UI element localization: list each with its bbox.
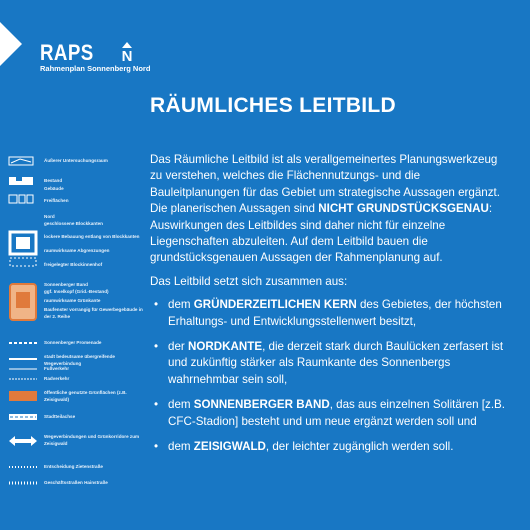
list-item: • dem GRÜNDERZEITLICHEN KERN des Gebietes, der höchsten Erhaltungs- und Entwicklungsstellenwert besitzt, <box>154 298 502 328</box>
open-space-icon <box>8 194 34 204</box>
legend-item: Wegeverbindungen und Grünkorridore zum Zeisigwald <box>8 434 148 454</box>
corner-triangle-icon <box>0 22 22 66</box>
intro-paragraph: Das Räumliche Leitbild ist als verallgemeinertes Planungswerkzeug zu verstehen, welches die Flächennutzungs- und die Bauleitplanungen für das Gebiet um strategische Aussagen ergänzt. Die planerischen Aussagen sind NICHT GRUNDSTÜCKSGENAU: Auswirkungen des Leitbildes sind daher nicht für einzelne Liegenschaften abzuleiten. Auf dem Leitbild bauen die grundstücksgenauen Aussagen der Rahmenplanung auf. <box>150 153 500 265</box>
list-item: • dem ZEISIGWALD, der leichter zugänglich werden soll. <box>154 440 454 454</box>
legend-item: Freiflächen <box>8 194 148 206</box>
brand-subtitle: Rahmenplan Sonnenberg Nord <box>40 64 151 73</box>
list-item: • dem SONNENBERGER BAND, das aus einzelnen Solitären [z.B. CFC-Stadion] besteht und um neue ergänzt werden soll und <box>154 398 506 428</box>
component-list <box>150 297 506 455</box>
block-edge-icon <box>8 214 38 270</box>
list-intro: Das Leitbild setzt sich zusammen aus: <box>150 274 348 288</box>
building-icon <box>8 176 34 186</box>
legend-item: Bestand Gebäude <box>8 176 148 198</box>
north-arrow-icon <box>116 42 138 64</box>
dotted-line-icon <box>8 462 38 472</box>
legend-item: Sonnenberger Band ggf. Inselkopf (Grid.-Bestand) raumwirksame Grünkante Baufenster vorrangig für Gewerbegebäude in der 2. Reihe <box>8 282 148 332</box>
list-item: • der NORDKANTE, die derzeit stark durch Baulücken zerfasert ist und zukünftig stärker als Raumkante des Sonnenbergs wahrnehmbar sein soll, <box>154 340 504 386</box>
green-space-icon <box>8 390 38 402</box>
promenade-icon <box>8 338 38 348</box>
main-text <box>150 152 506 465</box>
double-arrow-icon <box>8 434 38 448</box>
brand-logo <box>40 40 151 73</box>
shopping-street-icon <box>8 478 38 488</box>
legend-item: stadt bedeutsame übergreifende Wegeverbindung Fußverkehr Radverkehr <box>8 354 148 386</box>
legend-item: Sonnenberger Promenade <box>8 338 148 350</box>
legend-item: Stadtteilachse <box>8 412 148 424</box>
outer-boundary-icon <box>8 156 34 166</box>
page-title: RÄUMLICHES LEITBILD <box>150 94 397 117</box>
brand-name: RAPS <box>40 40 94 65</box>
district-axis-icon <box>8 412 38 422</box>
legend-item: öffentliche genutzte Grünflächen (z.B. Zeisigwald) <box>8 390 148 410</box>
legend-item: Nord geschlossene Blockkanten lockere Bebauung entlang von Blockkanten raumwirksame Abgrenzungen freigelegter Blockinnenhof <box>8 214 148 274</box>
legend-item: Äußerer Untersuchungsraum <box>8 156 148 170</box>
path-lines-icon <box>8 354 38 384</box>
highlight-not-parcel-exact: NICHT GRUNDSTÜCKSGENAU <box>318 202 489 216</box>
orange-area-icon <box>8 282 38 322</box>
legend-item: Geschäftsstraßen Hainstraße <box>8 478 148 488</box>
legend-item: Entscheidung Zietenstraße <box>8 462 148 472</box>
north-arrow-letter: N <box>121 48 133 65</box>
